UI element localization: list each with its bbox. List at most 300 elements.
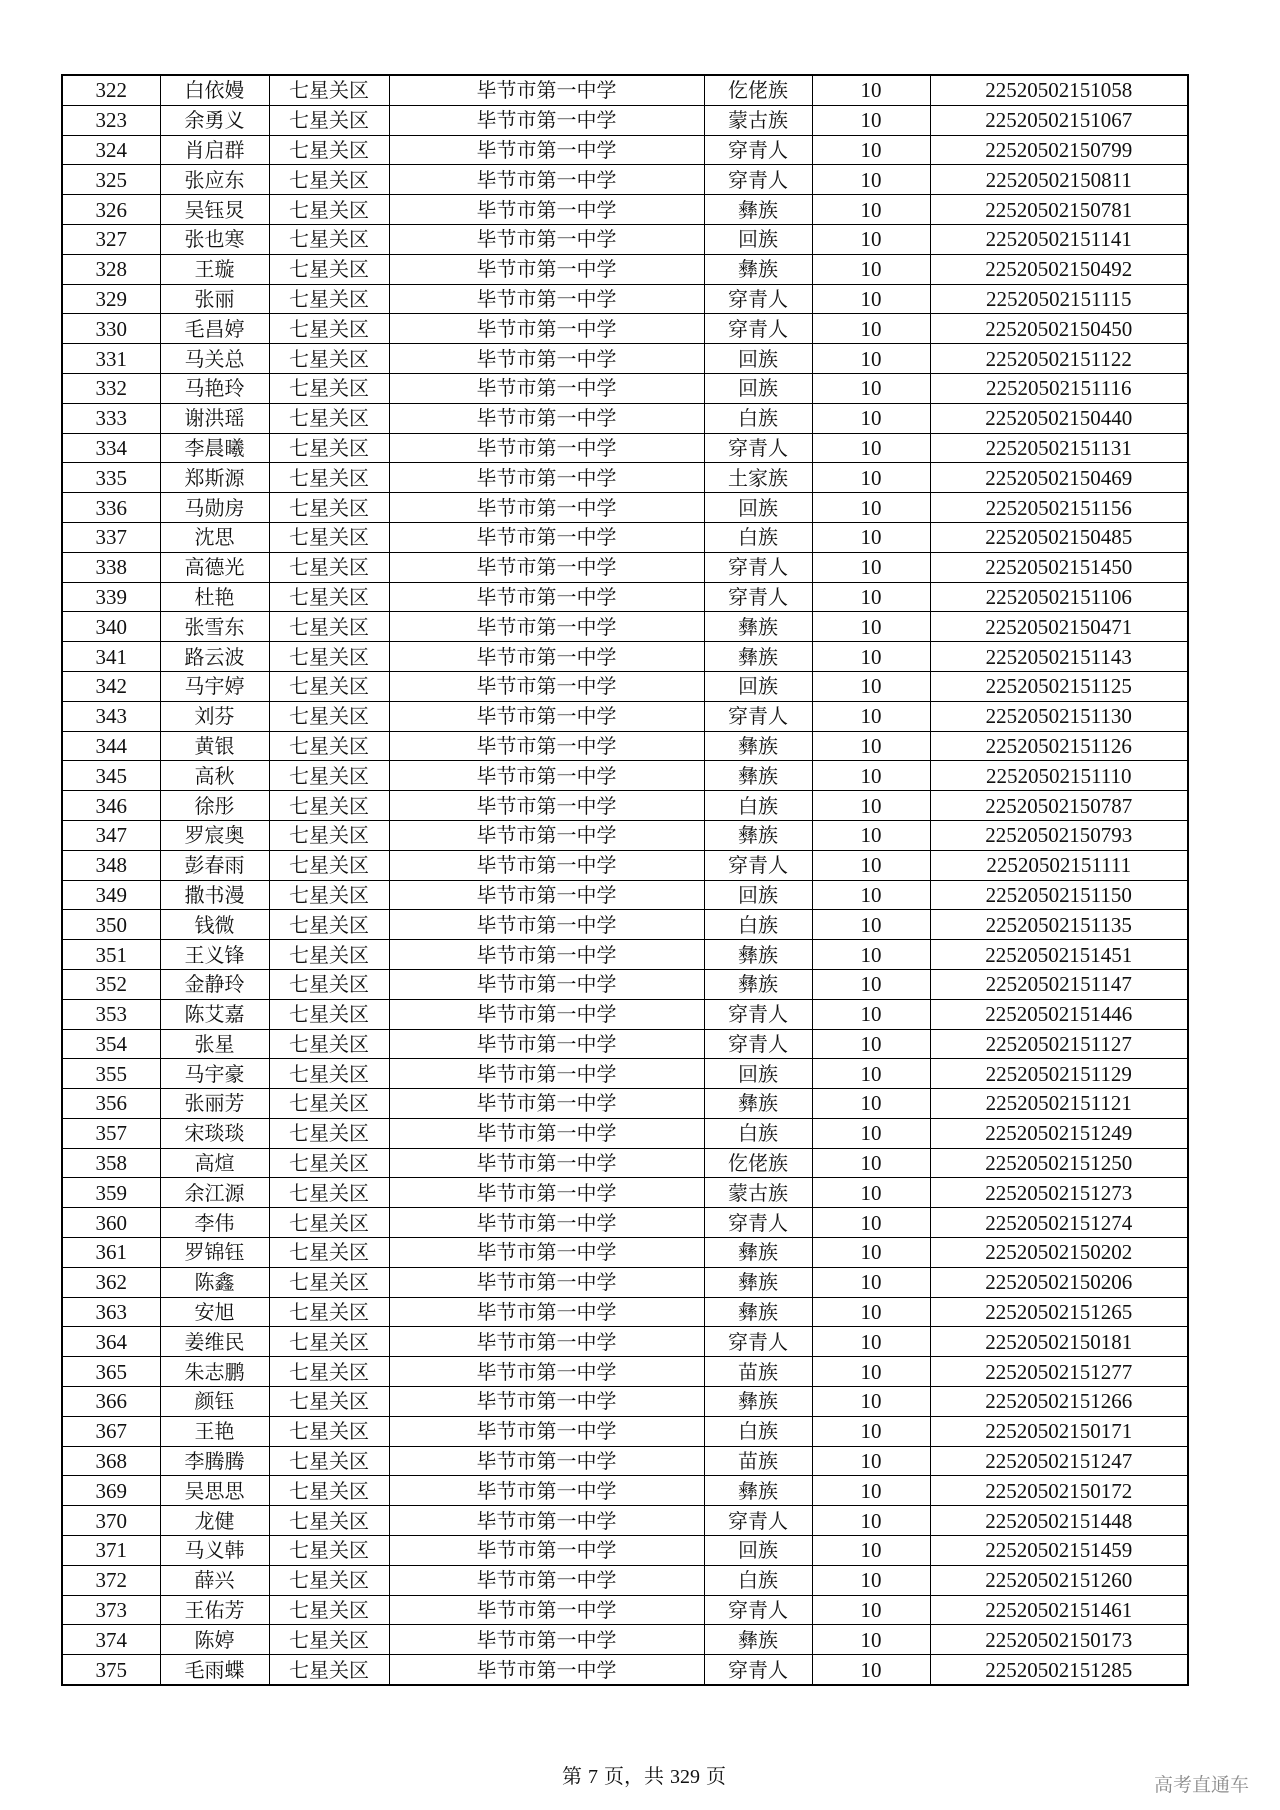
bonus-points-cell: 10: [812, 433, 930, 463]
school-cell: 毕节市第一中学: [389, 1297, 704, 1327]
ethnicity-cell: 蒙古族: [704, 1178, 812, 1208]
school-cell: 毕节市第一中学: [389, 791, 704, 821]
district-cell: 七星关区: [269, 791, 389, 821]
school-cell: 毕节市第一中学: [389, 403, 704, 433]
row-number-cell: 370: [62, 1506, 160, 1536]
exam-id-cell: 22520502151131: [930, 433, 1188, 463]
school-cell: 毕节市第一中学: [389, 1476, 704, 1506]
exam-id-cell: 22520502151448: [930, 1506, 1188, 1536]
table-row: [62, 1655, 1188, 1685]
ethnicity-cell: 回族: [704, 1536, 812, 1566]
district-cell: 七星关区: [269, 344, 389, 374]
exam-id-cell: 22520502150171: [930, 1416, 1188, 1446]
ethnicity-cell: 彝族: [704, 761, 812, 791]
district-cell: 七星关区: [269, 75, 389, 105]
exam-id-cell: 22520502151446: [930, 999, 1188, 1029]
table-row: [62, 373, 1188, 403]
exam-id-cell: 22520502150485: [930, 522, 1188, 552]
student-name-cell: 宋琰琰: [160, 1118, 269, 1148]
ethnicity-cell: 彝族: [704, 1476, 812, 1506]
district-cell: 七星关区: [269, 105, 389, 135]
bonus-points-cell: 10: [812, 1327, 930, 1357]
bonus-points-cell: 10: [812, 1118, 930, 1148]
table-row: [62, 820, 1188, 850]
school-cell: 毕节市第一中学: [389, 1387, 704, 1417]
table-row: [62, 195, 1188, 225]
ethnicity-cell: 穿青人: [704, 165, 812, 195]
district-cell: 七星关区: [269, 969, 389, 999]
exam-id-cell: 22520502150202: [930, 1238, 1188, 1268]
table-row: [62, 254, 1188, 284]
row-number-cell: 329: [62, 284, 160, 314]
student-name-cell: 撒书漫: [160, 880, 269, 910]
student-name-cell: 王佑芳: [160, 1595, 269, 1625]
ethnicity-cell: 穿青人: [704, 1595, 812, 1625]
exam-id-cell: 22520502151247: [930, 1446, 1188, 1476]
district-cell: 七星关区: [269, 433, 389, 463]
student-name-cell: 王璇: [160, 254, 269, 284]
school-cell: 毕节市第一中学: [389, 910, 704, 940]
table-row: [62, 1595, 1188, 1625]
school-cell: 毕节市第一中学: [389, 373, 704, 403]
school-cell: 毕节市第一中学: [389, 671, 704, 701]
ethnicity-cell: 彝族: [704, 195, 812, 225]
row-number-cell: 333: [62, 403, 160, 433]
row-number-cell: 339: [62, 582, 160, 612]
student-name-cell: 龙健: [160, 1506, 269, 1536]
ethnicity-cell: 回族: [704, 671, 812, 701]
row-number-cell: 371: [62, 1536, 160, 1566]
exam-id-cell: 22520502151110: [930, 761, 1188, 791]
school-cell: 毕节市第一中学: [389, 224, 704, 254]
school-cell: 毕节市第一中学: [389, 850, 704, 880]
bonus-points-cell: 10: [812, 1059, 930, 1089]
ethnicity-cell: 彝族: [704, 1625, 812, 1655]
district-cell: 七星关区: [269, 1357, 389, 1387]
table-row: [62, 75, 1188, 105]
ethnicity-cell: 白族: [704, 910, 812, 940]
row-number-cell: 375: [62, 1655, 160, 1685]
ethnicity-cell: 彝族: [704, 1387, 812, 1417]
table-row: [62, 105, 1188, 135]
student-name-cell: 彭春雨: [160, 850, 269, 880]
exam-id-cell: 22520502151058: [930, 75, 1188, 105]
exam-id-cell: 22520502151265: [930, 1297, 1188, 1327]
ethnicity-cell: 回族: [704, 1059, 812, 1089]
exam-id-cell: 22520502150450: [930, 314, 1188, 344]
exam-id-cell: 22520502151122: [930, 344, 1188, 374]
ethnicity-cell: 白族: [704, 1565, 812, 1595]
bonus-points-cell: 10: [812, 642, 930, 672]
bonus-points-cell: 10: [812, 910, 930, 940]
ethnicity-cell: 白族: [704, 1416, 812, 1446]
table-row: [62, 999, 1188, 1029]
row-number-cell: 324: [62, 135, 160, 165]
student-name-cell: 姜维民: [160, 1327, 269, 1357]
district-cell: 七星关区: [269, 1387, 389, 1417]
exam-id-cell: 22520502151125: [930, 671, 1188, 701]
school-cell: 毕节市第一中学: [389, 612, 704, 642]
exam-id-cell: 22520502151135: [930, 910, 1188, 940]
student-name-cell: 金静玲: [160, 969, 269, 999]
bonus-points-cell: 10: [812, 880, 930, 910]
exam-id-cell: 22520502151130: [930, 701, 1188, 731]
bonus-points-cell: 10: [812, 791, 930, 821]
ethnicity-cell: 穿青人: [704, 1208, 812, 1238]
table-row: [62, 224, 1188, 254]
ethnicity-cell: 彝族: [704, 254, 812, 284]
table-row: [62, 1387, 1188, 1417]
table-row: [62, 1565, 1188, 1595]
student-name-cell: 罗锦钰: [160, 1238, 269, 1268]
district-cell: 七星关区: [269, 1536, 389, 1566]
district-cell: 七星关区: [269, 1089, 389, 1119]
row-number-cell: 336: [62, 493, 160, 523]
table-row: [62, 165, 1188, 195]
district-cell: 七星关区: [269, 761, 389, 791]
district-cell: 七星关区: [269, 1029, 389, 1059]
exam-id-cell: 22520502150799: [930, 135, 1188, 165]
district-cell: 七星关区: [269, 1655, 389, 1685]
table-row: [62, 135, 1188, 165]
row-number-cell: 326: [62, 195, 160, 225]
row-number-cell: 362: [62, 1267, 160, 1297]
bonus-points-cell: 10: [812, 1595, 930, 1625]
row-number-cell: 351: [62, 940, 160, 970]
ethnicity-cell: 彝族: [704, 1267, 812, 1297]
school-cell: 毕节市第一中学: [389, 463, 704, 493]
ethnicity-cell: 回族: [704, 344, 812, 374]
district-cell: 七星关区: [269, 671, 389, 701]
ethnicity-cell: 仡佬族: [704, 1148, 812, 1178]
student-name-cell: 毛雨蝶: [160, 1655, 269, 1685]
district-cell: 七星关区: [269, 642, 389, 672]
district-cell: 七星关区: [269, 880, 389, 910]
student-name-cell: 陈鑫: [160, 1267, 269, 1297]
bonus-points-cell: 10: [812, 1297, 930, 1327]
table-row: [62, 493, 1188, 523]
exam-id-cell: 22520502151285: [930, 1655, 1188, 1685]
school-cell: 毕节市第一中学: [389, 969, 704, 999]
student-name-cell: 王艳: [160, 1416, 269, 1446]
bonus-points-cell: 10: [812, 224, 930, 254]
student-name-cell: 颜钰: [160, 1387, 269, 1417]
bonus-points-cell: 10: [812, 1565, 930, 1595]
ethnicity-cell: 彝族: [704, 940, 812, 970]
bonus-points-cell: 10: [812, 1655, 930, 1685]
ethnicity-cell: 彝族: [704, 820, 812, 850]
exam-id-cell: 22520502151126: [930, 731, 1188, 761]
school-cell: 毕节市第一中学: [389, 1059, 704, 1089]
row-number-cell: 322: [62, 75, 160, 105]
row-number-cell: 359: [62, 1178, 160, 1208]
exam-id-cell: 22520502150172: [930, 1476, 1188, 1506]
row-number-cell: 323: [62, 105, 160, 135]
student-name-cell: 张丽: [160, 284, 269, 314]
row-number-cell: 356: [62, 1089, 160, 1119]
bonus-points-cell: 10: [812, 582, 930, 612]
table-row: [62, 1059, 1188, 1089]
bonus-points-cell: 10: [812, 701, 930, 731]
exam-id-cell: 22520502151277: [930, 1357, 1188, 1387]
row-number-cell: 328: [62, 254, 160, 284]
district-cell: 七星关区: [269, 1238, 389, 1268]
district-cell: 七星关区: [269, 493, 389, 523]
student-name-cell: 李腾腾: [160, 1446, 269, 1476]
student-name-cell: 朱志鹏: [160, 1357, 269, 1387]
bonus-points-cell: 10: [812, 463, 930, 493]
exam-id-cell: 22520502151111: [930, 850, 1188, 880]
student-name-cell: 安旭: [160, 1297, 269, 1327]
school-cell: 毕节市第一中学: [389, 1029, 704, 1059]
ethnicity-cell: 穿青人: [704, 701, 812, 731]
exam-id-cell: 22520502151461: [930, 1595, 1188, 1625]
district-cell: 七星关区: [269, 314, 389, 344]
row-number-cell: 366: [62, 1387, 160, 1417]
ethnicity-cell: 穿青人: [704, 1655, 812, 1685]
bonus-points-cell: 10: [812, 1267, 930, 1297]
student-name-cell: 张也寒: [160, 224, 269, 254]
district-cell: 七星关区: [269, 731, 389, 761]
district-cell: 七星关区: [269, 701, 389, 731]
ethnicity-cell: 彝族: [704, 1089, 812, 1119]
ethnicity-cell: 回族: [704, 224, 812, 254]
table-row: [62, 284, 1188, 314]
bonus-points-cell: 10: [812, 284, 930, 314]
district-cell: 七星关区: [269, 850, 389, 880]
district-cell: 七星关区: [269, 1178, 389, 1208]
student-name-cell: 张丽芳: [160, 1089, 269, 1119]
row-number-cell: 372: [62, 1565, 160, 1595]
student-name-cell: 刘芬: [160, 701, 269, 731]
table-row: [62, 671, 1188, 701]
table-row: [62, 1506, 1188, 1536]
ethnicity-cell: 彝族: [704, 731, 812, 761]
table-row: [62, 910, 1188, 940]
bonus-points-cell: 10: [812, 761, 930, 791]
exam-id-cell: 22520502151115: [930, 284, 1188, 314]
bonus-points-cell: 10: [812, 1089, 930, 1119]
table-row: [62, 1118, 1188, 1148]
row-number-cell: 373: [62, 1595, 160, 1625]
exam-id-cell: 22520502151249: [930, 1118, 1188, 1148]
bonus-points-cell: 10: [812, 1178, 930, 1208]
exam-id-cell: 22520502151260: [930, 1565, 1188, 1595]
ethnicity-cell: 彝族: [704, 642, 812, 672]
row-number-cell: 355: [62, 1059, 160, 1089]
table-row: [62, 701, 1188, 731]
student-list-table: [61, 74, 1189, 1686]
school-cell: 毕节市第一中学: [389, 642, 704, 672]
ethnicity-cell: 白族: [704, 403, 812, 433]
district-cell: 七星关区: [269, 284, 389, 314]
school-cell: 毕节市第一中学: [389, 1238, 704, 1268]
student-name-cell: 钱微: [160, 910, 269, 940]
district-cell: 七星关区: [269, 999, 389, 1029]
ethnicity-cell: 穿青人: [704, 582, 812, 612]
row-number-cell: 327: [62, 224, 160, 254]
student-name-cell: 李晨曦: [160, 433, 269, 463]
district-cell: 七星关区: [269, 1476, 389, 1506]
table-row: [62, 850, 1188, 880]
exam-id-cell: 22520502151067: [930, 105, 1188, 135]
ethnicity-cell: 穿青人: [704, 1029, 812, 1059]
school-cell: 毕节市第一中学: [389, 1178, 704, 1208]
exam-id-cell: 22520502150811: [930, 165, 1188, 195]
school-cell: 毕节市第一中学: [389, 1267, 704, 1297]
district-cell: 七星关区: [269, 552, 389, 582]
exam-id-cell: 22520502151150: [930, 880, 1188, 910]
school-cell: 毕节市第一中学: [389, 1446, 704, 1476]
school-cell: 毕节市第一中学: [389, 1536, 704, 1566]
school-cell: 毕节市第一中学: [389, 1565, 704, 1595]
ethnicity-cell: 穿青人: [704, 999, 812, 1029]
ethnicity-cell: 土家族: [704, 463, 812, 493]
district-cell: 七星关区: [269, 1327, 389, 1357]
ethnicity-cell: 穿青人: [704, 1327, 812, 1357]
exam-id-cell: 22520502151459: [930, 1536, 1188, 1566]
table-row: [62, 403, 1188, 433]
table-row: [62, 1148, 1188, 1178]
district-cell: 七星关区: [269, 1148, 389, 1178]
bonus-points-cell: 10: [812, 1238, 930, 1268]
school-cell: 毕节市第一中学: [389, 284, 704, 314]
ethnicity-cell: 苗族: [704, 1446, 812, 1476]
bonus-points-cell: 10: [812, 940, 930, 970]
ethnicity-cell: 仡佬族: [704, 75, 812, 105]
row-number-cell: 368: [62, 1446, 160, 1476]
exam-id-cell: 22520502151156: [930, 493, 1188, 523]
bonus-points-cell: 10: [812, 820, 930, 850]
row-number-cell: 367: [62, 1416, 160, 1446]
student-name-cell: 肖启群: [160, 135, 269, 165]
watermark: 高考直通车: [1154, 1774, 1250, 1796]
row-number-cell: 338: [62, 552, 160, 582]
bonus-points-cell: 10: [812, 1446, 930, 1476]
row-number-cell: 341: [62, 642, 160, 672]
school-cell: 毕节市第一中学: [389, 1357, 704, 1387]
bonus-points-cell: 10: [812, 493, 930, 523]
bonus-points-cell: 10: [812, 850, 930, 880]
current-page: 7: [588, 1766, 598, 1788]
student-name-cell: 白依嫚: [160, 75, 269, 105]
school-cell: 毕节市第一中学: [389, 1148, 704, 1178]
row-number-cell: 342: [62, 671, 160, 701]
district-cell: 七星关区: [269, 612, 389, 642]
exam-id-cell: 22520502151116: [930, 373, 1188, 403]
ethnicity-cell: 白族: [704, 1118, 812, 1148]
district-cell: 七星关区: [269, 463, 389, 493]
ethnicity-cell: 苗族: [704, 1357, 812, 1387]
school-cell: 毕节市第一中学: [389, 999, 704, 1029]
table-row: [62, 969, 1188, 999]
school-cell: 毕节市第一中学: [389, 135, 704, 165]
ethnicity-cell: 蒙古族: [704, 105, 812, 135]
school-cell: 毕节市第一中学: [389, 1506, 704, 1536]
table-row: [62, 731, 1188, 761]
bonus-points-cell: 10: [812, 403, 930, 433]
row-number-cell: 358: [62, 1148, 160, 1178]
row-number-cell: 352: [62, 969, 160, 999]
student-name-cell: 马关总: [160, 344, 269, 374]
student-name-cell: 毛昌婷: [160, 314, 269, 344]
ethnicity-cell: 穿青人: [704, 850, 812, 880]
student-name-cell: 马宇豪: [160, 1059, 269, 1089]
bonus-points-cell: 10: [812, 1148, 930, 1178]
district-cell: 七星关区: [269, 195, 389, 225]
bonus-points-cell: 10: [812, 1625, 930, 1655]
table-row: [62, 463, 1188, 493]
bonus-points-cell: 10: [812, 314, 930, 344]
district-cell: 七星关区: [269, 1297, 389, 1327]
student-name-cell: 黄银: [160, 731, 269, 761]
student-name-cell: 马勋房: [160, 493, 269, 523]
student-name-cell: 高德光: [160, 552, 269, 582]
exam-id-cell: 22520502151274: [930, 1208, 1188, 1238]
row-number-cell: 331: [62, 344, 160, 374]
student-name-cell: 陈艾嘉: [160, 999, 269, 1029]
exam-id-cell: 22520502151106: [930, 582, 1188, 612]
bonus-points-cell: 10: [812, 105, 930, 135]
table-row: [62, 1327, 1188, 1357]
row-number-cell: 360: [62, 1208, 160, 1238]
bonus-points-cell: 10: [812, 1476, 930, 1506]
district-cell: 七星关区: [269, 135, 389, 165]
ethnicity-cell: 彝族: [704, 969, 812, 999]
school-cell: 毕节市第一中学: [389, 731, 704, 761]
row-number-cell: 365: [62, 1357, 160, 1387]
student-name-cell: 徐彤: [160, 791, 269, 821]
table-row: [62, 761, 1188, 791]
exam-id-cell: 22520502151129: [930, 1059, 1188, 1089]
bonus-points-cell: 10: [812, 969, 930, 999]
student-name-cell: 张应东: [160, 165, 269, 195]
ethnicity-cell: 彝族: [704, 1297, 812, 1327]
row-number-cell: 361: [62, 1238, 160, 1268]
table-row: [62, 1178, 1188, 1208]
table-row: [62, 940, 1188, 970]
school-cell: 毕节市第一中学: [389, 1655, 704, 1685]
bonus-points-cell: 10: [812, 612, 930, 642]
exam-id-cell: 22520502150492: [930, 254, 1188, 284]
student-name-cell: 张星: [160, 1029, 269, 1059]
student-name-cell: 高秋: [160, 761, 269, 791]
table-row: [62, 1476, 1188, 1506]
row-number-cell: 353: [62, 999, 160, 1029]
footer-suffix: 页: [706, 1766, 726, 1788]
table-row: [62, 1625, 1188, 1655]
bonus-points-cell: 10: [812, 1357, 930, 1387]
footer-prefix: 第: [562, 1766, 582, 1788]
district-cell: 七星关区: [269, 910, 389, 940]
exam-id-cell: 22520502151451: [930, 940, 1188, 970]
student-name-cell: 郑斯源: [160, 463, 269, 493]
ethnicity-cell: 穿青人: [704, 1506, 812, 1536]
row-number-cell: 344: [62, 731, 160, 761]
bonus-points-cell: 10: [812, 731, 930, 761]
district-cell: 七星关区: [269, 1059, 389, 1089]
student-name-cell: 余江源: [160, 1178, 269, 1208]
district-cell: 七星关区: [269, 820, 389, 850]
district-cell: 七星关区: [269, 940, 389, 970]
ethnicity-cell: 回族: [704, 493, 812, 523]
exam-id-cell: 22520502151450: [930, 552, 1188, 582]
district-cell: 七星关区: [269, 254, 389, 284]
bonus-points-cell: 10: [812, 671, 930, 701]
bonus-points-cell: 10: [812, 522, 930, 552]
bonus-points-cell: 10: [812, 999, 930, 1029]
row-number-cell: 343: [62, 701, 160, 731]
